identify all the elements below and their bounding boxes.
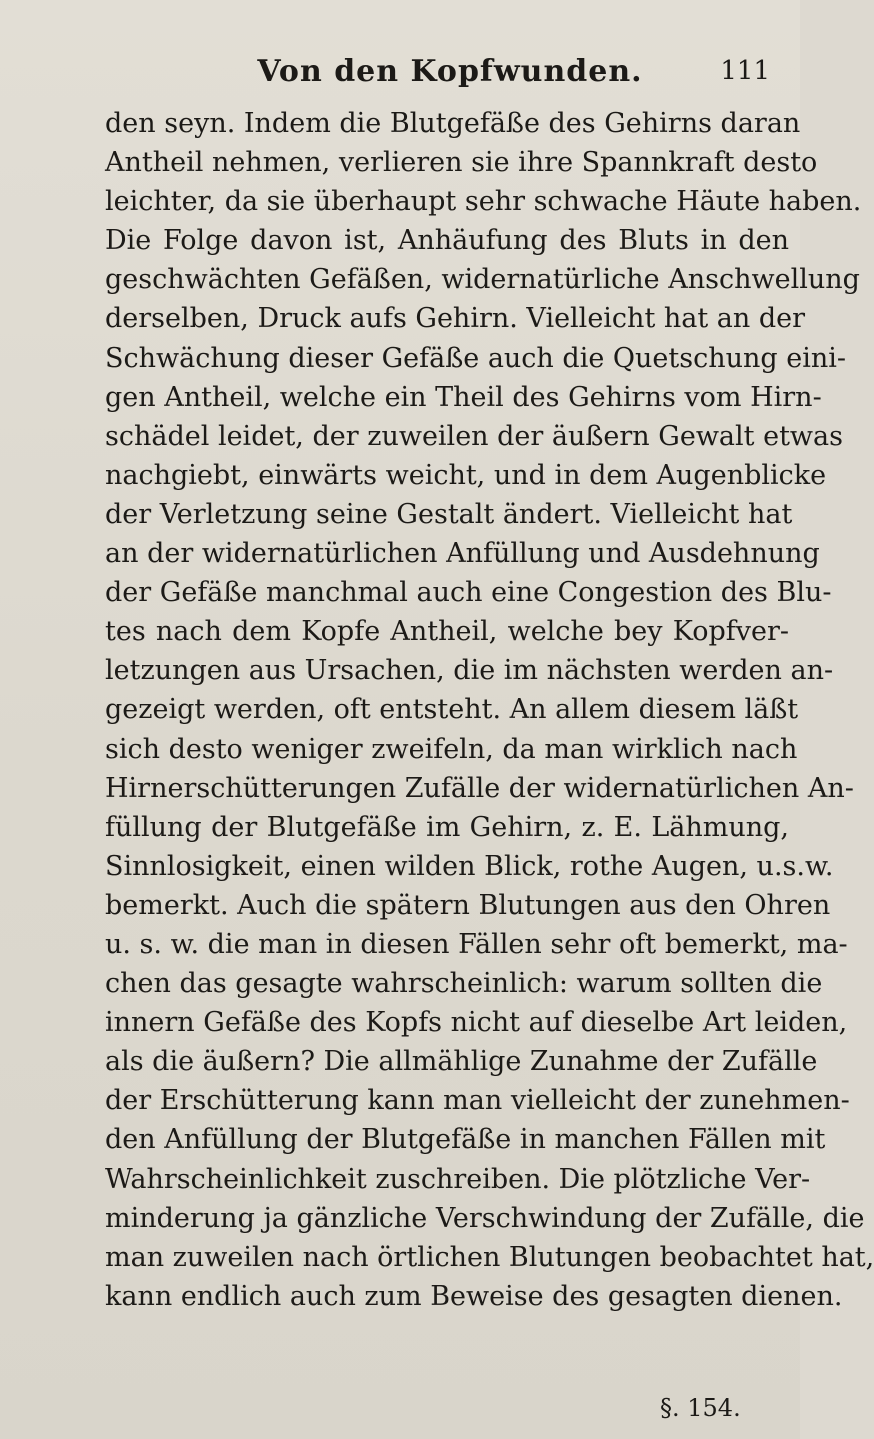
text-line: nachgiebt, einwärts weicht, und in dem Augenblicke: [105, 459, 827, 491]
text-line: Die Folge davon ist, Anhäufung des Bluts in den: [105, 225, 789, 257]
text-line: derselben, Druck aufs Gehirn. Vielleicht hat an der: [105, 303, 806, 335]
text-line: sich desto weniger zweifeln, da man wirklich nach: [105, 733, 798, 765]
text-line: geschwächten Gefäßen, widernatürliche Anschwellung: [105, 264, 860, 296]
running-title: Von den Kopfwunden.: [257, 54, 643, 89]
text-line: bemerkt. Auch die spätern Blutungen aus den Ohren: [105, 889, 831, 921]
text-line: als die äußern? Die allmählige Zunahme der Zufälle: [105, 1046, 818, 1078]
text-line: den Anfüllung der Blutgefäße in manchen Fällen mit: [105, 1124, 826, 1156]
text-line: der Gefäße manchmal auch eine Congestion des Blu-: [105, 577, 832, 609]
text-line: der Verletzung seine Gestalt ändert. Vielleicht hat: [105, 498, 793, 530]
text-line: Antheil nehmen, verlieren sie ihre Spannkraft desto: [105, 147, 818, 179]
text-line: Wahrscheinlichkeit zuschreiben. Die plötzliche Ver-: [105, 1163, 811, 1195]
text-line: kann endlich auch zum Beweise des gesagten dienen.: [105, 1280, 843, 1312]
text-line: gen Antheil, welche ein Theil des Gehirns vom Hirn-: [105, 381, 822, 413]
text-line: den seyn. Indem die Blutgefäße des Gehirns daran: [105, 108, 801, 139]
text-line: füllung der Blutgefäße im Gehirn, z. E. Lähmung,: [105, 811, 789, 843]
text-line: schädel leidet, der zuweilen der äußern Gewalt etwas: [105, 420, 843, 452]
text-line: Schwächung dieser Gefäße auch die Quetschung eini-: [105, 342, 847, 374]
text-line: letzungen aus Ursachen, die im nächsten werden an-: [105, 655, 834, 687]
text-line: minderung ja gänzliche Verschwindung der Zufälle, die: [105, 1202, 865, 1234]
text-line: u. s. w. die man in diesen Fällen sehr oft bemerkt, ma-: [105, 928, 848, 960]
catchword: §. 154.: [660, 1394, 741, 1422]
text-line: leichter, da sie überhaupt sehr schwache Häute haben.: [105, 186, 862, 218]
text-line: an der widernatürlichen Anfüllung und Ausdehnung: [105, 538, 820, 570]
page-number: 111: [720, 56, 770, 86]
body-text: [105, 104, 874, 1316]
text-line: innern Gefäße des Kopfs nicht auf dieselbe Art leiden,: [105, 1007, 848, 1039]
text-line: Hirnerschütterungen Zufälle der widernatürlichen An-: [105, 772, 854, 804]
page-header: [100, 54, 790, 94]
text-line: tes nach dem Kopfe Antheil, welche bey Kopfver-: [105, 616, 789, 648]
text-line: Sinnlosigkeit, einen wilden Blick, rothe Augen, u.s.w.: [105, 850, 834, 882]
text-line: man zuweilen nach örtlichen Blutungen beobachtet hat,: [105, 1241, 874, 1273]
text-line: gezeigt werden, oft entsteht. An allem diesem läßt: [105, 694, 799, 726]
text-line: chen das gesagte wahrscheinlich: warum sollten die: [105, 968, 823, 1000]
text-line: der Erschütterung kann man vielleicht der zunehmen-: [105, 1085, 850, 1117]
